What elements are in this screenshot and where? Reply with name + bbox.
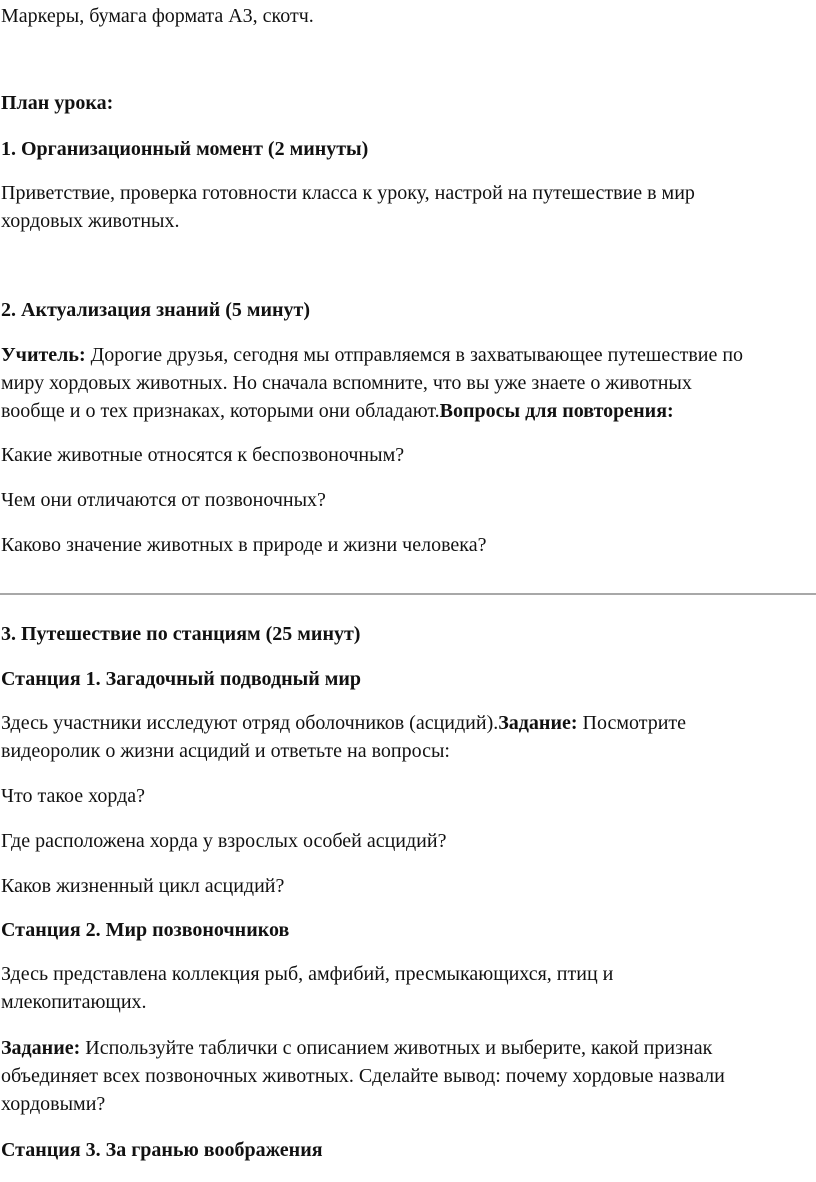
plan-heading: План урока: [1,92,114,114]
station-2-task-text-1: Используйте таблички с описанием животных и выберите, какой признак [80,1037,713,1059]
station-1-line-1 [1,709,815,738]
station-2-title: Станция 2. Мир позвоночников [1,919,290,941]
station-2-task-line-2: объединяет всех позвоночных животных. Сделайте вывод: почему хордовые назвали [1,1065,725,1087]
station-1-title: Станция 1. Загадочный подводный мир [1,668,362,690]
station-2-task-line-1 [1,1034,815,1063]
station-1-intro: Здесь участники исследуют отряд оболочников (асцидий). [1,712,499,734]
station-1-line-2: видеоролик о жизни асцидий и ответьте на вопросы: [1,740,450,762]
teacher-text-1: Дорогие друзья, сегодня мы отправляемся в захватывающее путешествие по [85,344,744,366]
teacher-line-2: миру хордовых животных. Но сначала вспомните, что вы уже знаете о животных [1,372,692,394]
station-1-task-start: Посмотрите [577,712,687,734]
section-2-heading: 2. Актуализация знаний (5 минут) [1,299,311,321]
teacher-text-3: вообще и о тех признаках, которыми они обладают. [1,400,440,422]
station-1-question: Что такое хорда? [1,785,146,807]
station-3-title: Станция 3. За гранью воображения [1,1139,323,1161]
section-1-text-line-1: Приветствие, проверка готовности класса к уроку, настрой на путешествие в мир [1,182,695,204]
review-question: Чем они отличаются от позвоночных? [1,489,326,511]
station-2-task-label: Задание: [1,1037,81,1059]
teacher-line-3 [1,397,815,426]
review-questions-label: Вопросы для повторения: [439,400,674,422]
horizontal-divider [0,593,816,595]
materials-text: Маркеры, бумага формата А3, скотч. [1,5,314,27]
section-3-heading: 3. Путешествие по станциям (25 минут) [1,623,361,645]
teacher-line-1 [1,341,815,370]
review-question: Какие животные относятся к беспозвоночным? [1,444,405,466]
station-1-question: Каков жизненный цикл асцидий? [1,875,285,897]
section-1-text-line-2: хордовых животных. [1,210,180,232]
station-1-task-label: Задание: [498,712,578,734]
teacher-label: Учитель: [1,344,86,366]
review-question: Каково значение животных в природе и жизни человека? [1,534,487,556]
section-1-heading: 1. Организационный момент (2 минуты) [1,138,369,160]
station-1-question: Где расположена хорда у взрослых особей асцидий? [1,830,447,852]
station-2-line-2: млекопитающих. [1,991,147,1013]
station-2-line-1: Здесь представлена коллекция рыб, амфибий, пресмыкающихся, птиц и [1,963,614,985]
station-2-task-line-3: хордовыми? [1,1093,106,1115]
